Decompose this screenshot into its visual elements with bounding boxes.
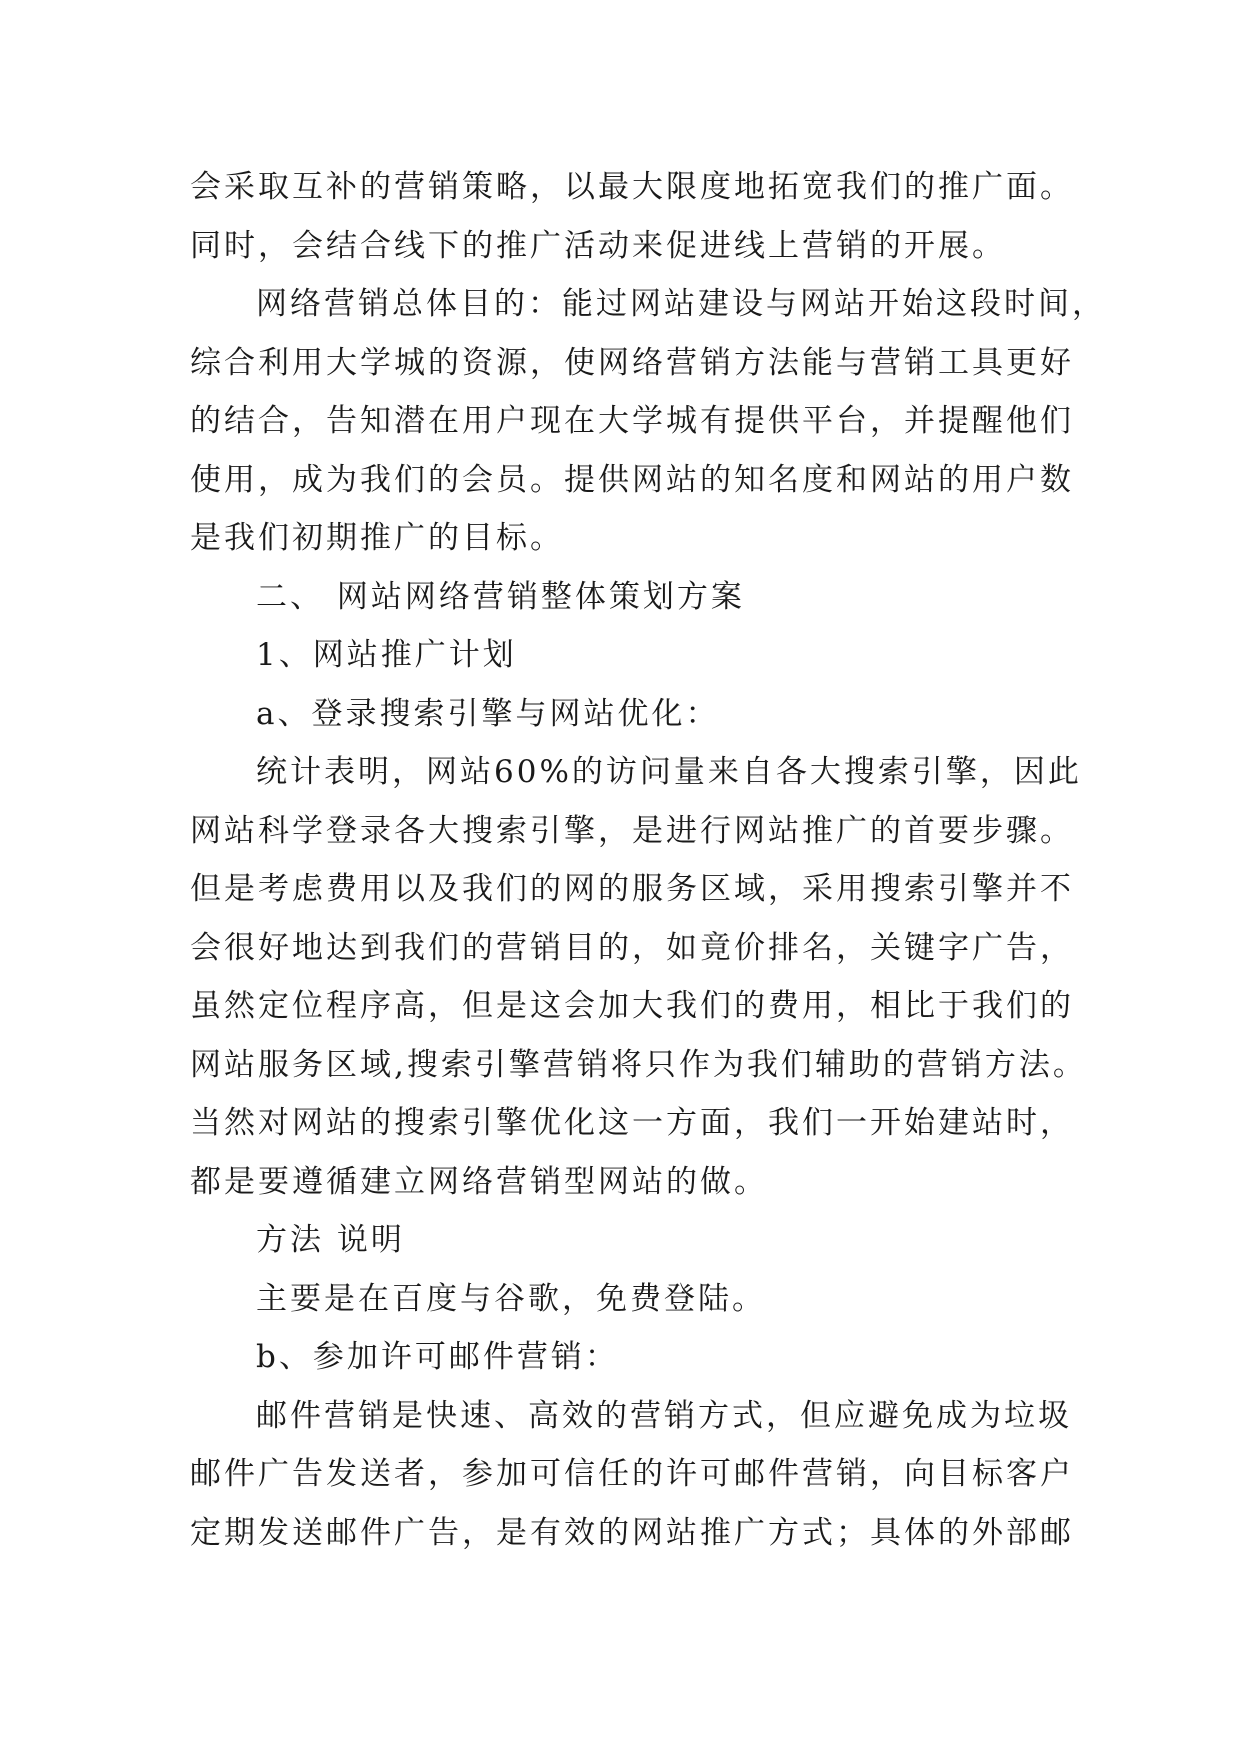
body-text	[190, 158, 1106, 1562]
text-line: 使用，成为我们的会员。提供网站的知名度和网站的用户数	[190, 461, 1074, 498]
text-line: 都是要遵循建立网络营销型网站的做。	[190, 1163, 768, 1200]
subsection-heading: 1、网站推广计划	[256, 637, 517, 673]
text-line: 定期发送邮件广告，是有效的网站推广方式；具体的外部邮	[190, 1514, 1074, 1551]
paragraph-start: 网络营销总体目的：能过网站建设与网站开始这段时间，	[256, 286, 1106, 322]
text-line: 当然对网站的搜索引擎优化这一方面，我们一开始建站时，	[190, 1105, 1074, 1141]
text-line: 会很好地达到我们的营销目的，如竟价排名，关键字广告，	[190, 929, 1074, 966]
text-line: 是我们初期推广的目标。	[190, 520, 564, 556]
item-heading: b、参加许可邮件营销：	[256, 1339, 619, 1375]
item-heading: a、登录搜索引擎与网站优化：	[256, 695, 720, 732]
text-line: 的结合，告知潜在用户现在大学城有提供平台，并提醒他们	[190, 403, 1074, 439]
paragraph-start: 统计表明，网站60%的访问量来自各大搜索引擎，因此	[256, 754, 1082, 790]
paragraph-start: 邮件营销是快速、高效的营销方式，但应避免成为垃圾	[256, 1397, 1072, 1434]
text-line: 综合利用大学城的资源，使网络营销方法能与营销工具更好	[190, 344, 1074, 381]
text-line: 但是考虑费用以及我们的网的服务区域，采用搜索引擎并不	[190, 871, 1074, 907]
text-line: 同时，会结合线下的推广活动来促进线上营销的开展。	[190, 227, 1006, 264]
text-line: 会采取互补的营销策略，以最大限度地拓宽我们的推广面。	[190, 169, 1074, 205]
text-line: 网站服务区域,搜索引擎营销将只作为我们辅助的营销方法。	[190, 1046, 1087, 1083]
text-line: 网站科学登录各大搜索引擎，是进行网站推广的首要步骤。	[190, 812, 1074, 849]
paragraph-start: 主要是在百度与谷歌，免费登陆。	[256, 1280, 766, 1317]
text-line: 邮件广告发送者，参加可信任的许可邮件营销，向目标客户	[190, 1456, 1074, 1492]
section-heading: 二、 网站网络营销整体策划方案	[256, 578, 745, 615]
table-header-text: 方法 说明	[256, 1222, 405, 1258]
text-line: 虽然定位程序高，但是这会加大我们的费用，相比于我们的	[190, 988, 1074, 1024]
